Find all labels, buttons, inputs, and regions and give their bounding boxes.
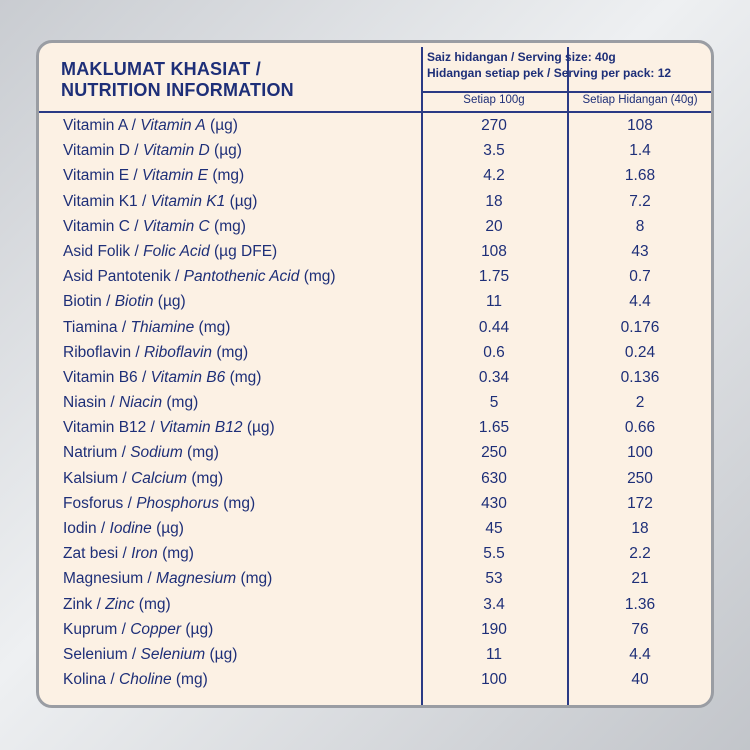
nutrient-malay: Vitamin D /	[63, 142, 143, 160]
nutrition-panel	[36, 40, 714, 708]
serving-size: Saiz hidangan / Serving size: 40g	[427, 50, 616, 64]
nutrient-name	[63, 444, 219, 462]
nutrient-unit: (mg)	[171, 671, 208, 689]
nutrient-malay: Niasin /	[63, 394, 119, 412]
value-per-serving: 250	[627, 469, 653, 487]
nutrient-malay: Vitamin K1 /	[63, 192, 151, 210]
value-per-serving: 4.4	[629, 293, 651, 311]
table-row	[39, 669, 711, 694]
value-per-serving: 0.7	[629, 268, 651, 286]
table-row	[39, 493, 711, 518]
nutrient-name	[63, 671, 208, 689]
table-row	[39, 165, 711, 190]
nutrient-malay: Vitamin E /	[63, 167, 142, 185]
value-per-serving: 172	[627, 494, 653, 512]
nutrient-english: Pantothenic Acid	[183, 268, 300, 286]
nutrient-unit: (µg)	[205, 645, 238, 663]
value-per-100g: 270	[481, 117, 507, 134]
nutrient-unit: (mg)	[182, 444, 219, 462]
header-divider	[39, 111, 711, 113]
value-per-100g: 4.2	[483, 167, 505, 185]
nutrient-malay: Kalsium /	[63, 469, 132, 487]
table-row	[39, 291, 711, 316]
value-per-serving: 21	[631, 570, 649, 588]
table-row	[39, 594, 711, 619]
nutrient-name	[63, 293, 186, 311]
value-per-100g: 18	[485, 192, 503, 210]
servings-per-pack: Hidangan setiap pek / Serving per pack: 12	[427, 66, 672, 80]
value-per-100g: 20	[485, 217, 503, 235]
nutrient-unit: (mg)	[157, 545, 194, 563]
column-header-per-serving: Setiap Hidangan (40g)	[582, 94, 698, 106]
nutrient-malay: Vitamin A /	[63, 117, 141, 134]
nutrient-english: Vitamin D	[142, 142, 210, 160]
value-per-serving: 108	[627, 117, 653, 134]
nutrient-name	[63, 621, 213, 639]
table-row	[39, 644, 711, 669]
nutrient-malay: Vitamin C /	[63, 217, 143, 235]
nutrient-unit: (mg)	[134, 595, 171, 613]
title-line-2: NUTRITION INFORMATION	[61, 80, 294, 100]
nutrient-english: Vitamin B12	[159, 419, 243, 437]
nutrient-english: Magnesium	[156, 570, 237, 588]
nutrient-english: Iron	[131, 545, 158, 563]
nutrient-name	[63, 419, 275, 437]
serving-info	[427, 49, 671, 81]
value-per-serving: 18	[631, 520, 649, 537]
value-per-serving: 0.136	[620, 368, 660, 386]
nutrient-unit: (µg)	[181, 620, 214, 638]
nutrient-name	[63, 117, 238, 135]
table-row	[39, 518, 711, 543]
nutrient-name	[63, 243, 277, 261]
nutrient-name	[63, 218, 246, 236]
nutrient-name	[63, 520, 184, 538]
table-row	[39, 367, 711, 392]
value-per-100g: 5.5	[483, 545, 505, 563]
nutrient-unit: (µg)	[153, 293, 186, 311]
nutrient-name	[63, 344, 248, 362]
nutrient-english: Riboflavin	[143, 343, 213, 361]
nutrient-unit: (mg)	[299, 268, 336, 286]
value-per-100g: 430	[481, 494, 507, 512]
value-per-100g: 45	[485, 520, 503, 537]
table-row	[39, 392, 711, 417]
nutrient-unit: (µg)	[225, 192, 258, 210]
nutrient-english: Selenium	[140, 645, 206, 663]
value-per-100g: 1.75	[478, 268, 510, 286]
value-per-serving: 2	[635, 394, 645, 412]
table-row	[39, 140, 711, 165]
nutrient-malay: Biotin /	[63, 293, 115, 311]
value-per-serving: 0.24	[624, 343, 656, 361]
nutrient-english: Calcium	[131, 469, 188, 487]
value-per-100g: 5	[489, 394, 499, 412]
value-per-100g: 0.6	[483, 343, 505, 361]
value-per-100g: 11	[485, 645, 503, 663]
nutrient-unit: (mg)	[236, 570, 273, 588]
value-per-serving: 4.4	[629, 645, 651, 663]
title-line-1: MAKLUMAT KHASIAT /	[61, 59, 261, 79]
value-per-100g: 1.65	[478, 419, 510, 437]
nutrient-malay: Riboflavin /	[63, 343, 144, 361]
nutrient-english: Iodine	[109, 520, 152, 537]
table-row	[39, 241, 711, 266]
column-header-per-100g: Setiap 100g	[463, 94, 525, 106]
value-per-serving: 43	[631, 242, 649, 260]
nutrient-unit: (µg)	[205, 117, 238, 134]
table-row	[39, 543, 711, 568]
nutrient-malay: Natrium /	[63, 444, 131, 462]
nutrient-unit: (mg)	[225, 368, 262, 386]
value-per-serving: 0.176	[620, 318, 660, 336]
nutrient-malay: Iodin /	[63, 520, 110, 537]
value-per-serving: 1.4	[629, 142, 651, 160]
value-per-100g: 250	[481, 444, 507, 462]
nutrient-malay: Selenium /	[63, 645, 141, 663]
table-row	[39, 266, 711, 291]
nutrient-english: Phosphorus	[136, 494, 219, 512]
nutrient-unit: (mg)	[194, 318, 231, 336]
nutrient-unit: (µg)	[209, 142, 242, 160]
nutrient-malay: Asid Folik /	[63, 242, 144, 260]
value-per-serving: 1.68	[624, 167, 656, 185]
nutrient-name	[63, 394, 198, 412]
value-per-serving: 76	[631, 620, 649, 638]
nutrient-malay: Asid Pantotenik /	[63, 268, 184, 286]
table-row	[39, 115, 711, 140]
nutrient-malay: Kolina /	[63, 671, 120, 689]
nutrient-unit: (mg)	[212, 343, 249, 361]
nutrient-name	[63, 570, 272, 588]
value-per-serving: 40	[631, 671, 649, 689]
table-row	[39, 568, 711, 593]
value-per-serving: 2.2	[629, 545, 651, 563]
nutrient-english: Vitamin B6	[150, 368, 226, 386]
nutrient-english: Copper	[130, 620, 182, 638]
nutrient-english: Sodium	[130, 444, 183, 462]
value-per-serving: 1.36	[624, 595, 656, 613]
nutrient-malay: Vitamin B6 /	[63, 368, 151, 386]
value-per-100g: 3.4	[483, 595, 505, 613]
nutrient-english: Thiamine	[130, 318, 195, 336]
nutrient-name	[63, 596, 171, 614]
value-per-100g: 53	[485, 570, 503, 588]
nutrient-unit: (µg)	[151, 520, 184, 537]
nutrient-name	[63, 167, 244, 185]
nutrient-table	[39, 115, 711, 694]
nutrient-unit: (mg)	[162, 394, 199, 412]
nutrient-english: Vitamin A	[140, 117, 206, 134]
nutrient-malay: Tiamina /	[63, 318, 131, 336]
table-row	[39, 442, 711, 467]
value-per-serving: 0.66	[624, 419, 656, 437]
nutrient-english: Vitamin K1	[150, 192, 226, 210]
value-per-100g: 3.5	[483, 142, 505, 160]
nutrient-name	[63, 470, 223, 488]
nutrient-malay: Fosforus /	[63, 494, 137, 512]
nutrient-english: Folic Acid	[143, 242, 210, 260]
nutrient-unit: (µg)	[242, 419, 275, 437]
nutrient-name	[63, 545, 194, 563]
nutrient-name	[63, 495, 255, 513]
table-row	[39, 216, 711, 241]
nutrient-unit: (µg DFE)	[209, 242, 278, 260]
nutrient-malay: Zink /	[63, 595, 106, 613]
nutrient-unit: (mg)	[208, 167, 245, 185]
table-row	[39, 468, 711, 493]
table-row	[39, 191, 711, 216]
value-per-serving: 7.2	[629, 192, 651, 210]
nutrient-malay: Kuprum /	[63, 620, 131, 638]
value-per-serving: 8	[635, 217, 645, 235]
table-row	[39, 317, 711, 342]
header-divider	[421, 91, 711, 93]
value-per-100g: 108	[481, 242, 507, 260]
nutrient-english: Zinc	[105, 595, 135, 613]
nutrient-name	[63, 369, 261, 387]
nutrient-malay: Vitamin B12 /	[63, 419, 160, 437]
value-per-100g: 0.34	[478, 368, 510, 386]
nutrient-malay: Magnesium /	[63, 570, 157, 588]
nutrient-name	[63, 142, 242, 160]
value-per-100g: 630	[481, 469, 507, 487]
nutrient-english: Niacin	[119, 394, 163, 412]
table-row	[39, 619, 711, 644]
nutrient-name	[63, 193, 257, 211]
value-per-100g: 190	[481, 620, 507, 638]
nutrient-english: Vitamin C	[142, 217, 210, 235]
table-row	[39, 342, 711, 367]
value-per-serving: 100	[627, 444, 653, 462]
nutrient-name	[63, 646, 237, 664]
value-per-100g: 100	[481, 671, 507, 689]
nutrient-unit: (mg)	[218, 494, 256, 512]
nutrient-name	[63, 319, 230, 337]
table-row	[39, 417, 711, 442]
page-title	[61, 59, 401, 101]
nutrient-name	[63, 268, 336, 286]
value-per-100g: 0.44	[478, 318, 510, 336]
value-per-100g: 11	[485, 293, 503, 311]
nutrient-malay: Zat besi /	[63, 545, 132, 563]
nutrient-english: Vitamin E	[141, 167, 209, 185]
nutrient-unit: (mg)	[209, 217, 246, 235]
nutrient-unit: (mg)	[187, 469, 224, 487]
nutrient-english: Choline	[119, 671, 172, 689]
nutrient-english: Biotin	[114, 293, 154, 311]
